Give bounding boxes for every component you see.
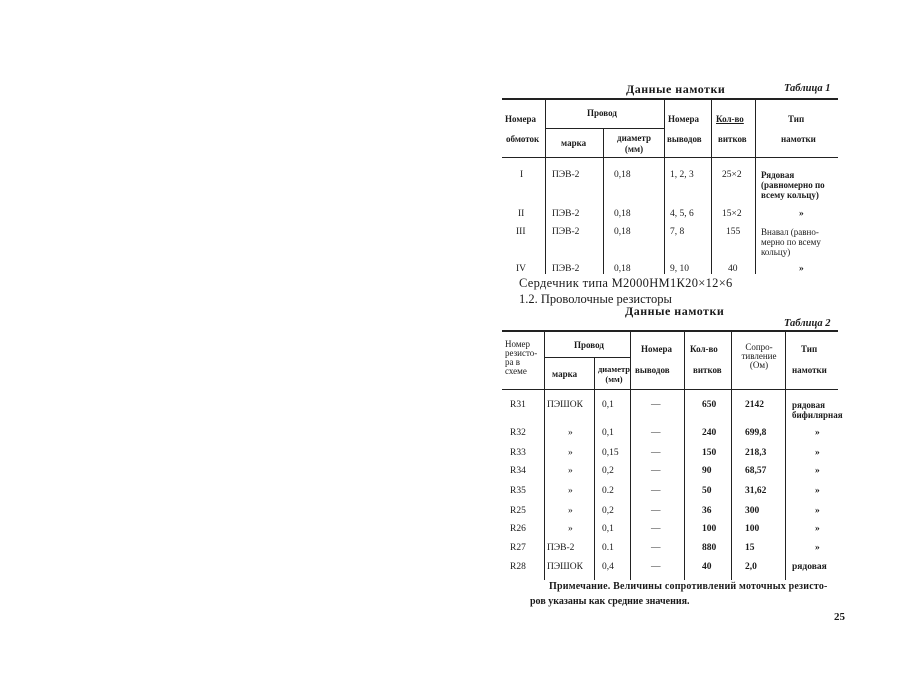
table2-header-type-1: Тип bbox=[801, 344, 818, 354]
table1-row-brand: ПЭВ-2 bbox=[552, 227, 580, 237]
table2-header-brand: марка bbox=[552, 369, 578, 379]
table1-header-leads-1: Номера bbox=[668, 114, 699, 124]
table2-cell-type: » bbox=[815, 448, 820, 458]
table2-cell-brand: » bbox=[568, 486, 573, 496]
table2-header-diameter: диаметр (мм) bbox=[597, 364, 631, 384]
table2-cell-resistance: 218,3 bbox=[745, 448, 767, 458]
table2-vrule bbox=[731, 330, 732, 580]
table2-caption: Данные намотки bbox=[625, 304, 725, 318]
table1-header-leads-2: выводов bbox=[667, 134, 702, 144]
table2-cell-resistance: 68,57 bbox=[745, 466, 767, 476]
table2-cell-turns: 100 bbox=[702, 524, 717, 534]
table2-cell-brand: » bbox=[568, 524, 573, 534]
table2-cell-ref: R33 bbox=[510, 448, 526, 458]
table1-row-winding: III bbox=[516, 227, 526, 237]
table1-row-type: » bbox=[799, 209, 804, 219]
table2-vrule bbox=[785, 330, 786, 580]
table2-cell-type: » bbox=[815, 524, 820, 534]
table2-header-leads-1: Номера bbox=[641, 344, 672, 354]
table2-cell-brand: » bbox=[568, 466, 573, 476]
table1-header-windings-2: обмоток bbox=[506, 134, 540, 144]
table2-cell-diameter: 0,1 bbox=[602, 524, 614, 534]
table1-row-brand: ПЭВ-2 bbox=[552, 170, 580, 180]
table2-cell-resistance: 15 bbox=[745, 543, 755, 553]
table1-vrule bbox=[603, 128, 604, 274]
table1-row-turns: 25×2 bbox=[722, 170, 742, 180]
table1-header-rule bbox=[502, 157, 838, 158]
table1-row-type: Внавал (равно- мерно по всему кольцу) bbox=[761, 227, 821, 257]
table2-header-wire: Провод bbox=[574, 340, 604, 350]
table2-cell-resistance: 31,62 bbox=[745, 486, 767, 496]
table2-cell-diameter: 0,2 bbox=[602, 466, 614, 476]
table2-cell-type: » bbox=[815, 506, 820, 516]
table2-cell-turns: 650 bbox=[702, 400, 717, 410]
table2-cell-turns: 90 bbox=[702, 466, 712, 476]
table2-cell-type: » bbox=[815, 543, 820, 553]
table1-row-brand: ПЭВ-2 bbox=[552, 209, 580, 219]
table1-header-brand: марка bbox=[561, 138, 587, 148]
table2-header-leads-2: выводов bbox=[635, 365, 670, 375]
table1-row-winding: I bbox=[520, 170, 524, 180]
table2-cell-type: рядовая bbox=[792, 562, 827, 572]
table2-cell-ref: R34 bbox=[510, 466, 526, 476]
table2-cell-turns: 50 bbox=[702, 486, 712, 496]
table2-cell-diameter: 0.1 bbox=[602, 543, 614, 553]
page-number: 25 bbox=[834, 611, 845, 623]
table2-header-rule bbox=[502, 389, 838, 390]
table1-top-rule bbox=[502, 98, 838, 100]
table2-cell-brand: ПЭВ-2 bbox=[547, 543, 575, 553]
table2-number: Таблица 2 bbox=[784, 318, 831, 329]
table2-cell-diameter: 0,15 bbox=[602, 448, 619, 458]
table2-cell-brand: » bbox=[568, 448, 573, 458]
table1-vrule bbox=[545, 98, 546, 274]
table2-cell-ref: R35 bbox=[510, 486, 526, 496]
table2-cell-ref: R32 bbox=[510, 428, 526, 438]
table2-header-type-2: намотки bbox=[792, 365, 827, 375]
table2-vrule bbox=[684, 330, 685, 580]
note-line-1: Примечание. Величины сопротивлений моточных резисто- bbox=[549, 581, 828, 592]
table2-subheader-rule bbox=[544, 357, 630, 358]
table1-row-type: Рядовая (равномерно по всему кольцу) bbox=[761, 170, 825, 200]
table2-cell-type: рядовая бифилярная bbox=[792, 400, 843, 420]
note-line-2: ров указаны как средние значения. bbox=[530, 596, 690, 607]
table1-row-diameter: 0,18 bbox=[614, 264, 631, 274]
table2-cell-turns: 880 bbox=[702, 543, 717, 553]
table2-cell-brand: » bbox=[568, 428, 573, 438]
table1-row-leads: 7, 8 bbox=[670, 227, 685, 237]
table2-cell-leads: — bbox=[651, 524, 661, 534]
table2-cell-turns: 36 bbox=[702, 506, 712, 516]
table2-cell-ref: R28 bbox=[510, 562, 526, 572]
table1-row-leads: 1, 2, 3 bbox=[670, 170, 694, 180]
table2-cell-ref: R25 bbox=[510, 506, 526, 516]
table2-cell-resistance: 2,0 bbox=[745, 562, 757, 572]
table1-vrule bbox=[711, 98, 712, 274]
table2-cell-type: » bbox=[815, 486, 820, 496]
table1-header-wire: Провод bbox=[587, 108, 617, 118]
table1-row-turns: 155 bbox=[726, 227, 741, 237]
table2-vrule bbox=[544, 330, 545, 580]
table2-cell-diameter: 0,4 bbox=[602, 562, 614, 572]
core-text: Сердечник типа М2000НМ1К20×12×6 bbox=[519, 276, 733, 290]
table1-row-winding: IV bbox=[516, 264, 527, 274]
table2-header-ref: Номер резисто- ра в схеме bbox=[505, 339, 538, 376]
table2-cell-brand: ПЭШОК bbox=[547, 400, 583, 410]
table2-cell-leads: — bbox=[651, 448, 661, 458]
table2-cell-resistance: 100 bbox=[745, 524, 760, 534]
table2-cell-resistance: 699,8 bbox=[745, 428, 767, 438]
table2-cell-leads: — bbox=[651, 543, 661, 553]
table1-row-diameter: 0,18 bbox=[614, 170, 631, 180]
table2-cell-leads: — bbox=[651, 506, 661, 516]
table2-cell-leads: — bbox=[651, 428, 661, 438]
table1-row-leads: 9, 10 bbox=[670, 264, 689, 274]
table2-cell-resistance: 300 bbox=[745, 506, 760, 516]
table2-cell-resistance: 2142 bbox=[745, 400, 764, 410]
table1-number: Таблица 1 bbox=[784, 83, 831, 94]
table1-header-type-2: намотки bbox=[781, 134, 816, 144]
table2-cell-type: » bbox=[815, 466, 820, 476]
table2-header-turns-1: Кол-во bbox=[690, 344, 718, 354]
table2-cell-brand: » bbox=[568, 506, 573, 516]
table1-row-brand: ПЭВ-2 bbox=[552, 264, 580, 274]
table1-row-turns: 40 bbox=[728, 264, 738, 274]
table2-cell-type: » bbox=[815, 428, 820, 438]
table2-cell-leads: — bbox=[651, 400, 661, 410]
table2-header-turns-2: витков bbox=[693, 365, 722, 375]
table2-top-rule bbox=[502, 330, 838, 332]
table2-cell-ref: R27 bbox=[510, 543, 526, 553]
table2-cell-ref: R26 bbox=[510, 524, 526, 534]
table2-cell-diameter: 0,1 bbox=[602, 400, 614, 410]
table2-cell-ref: R31 bbox=[510, 400, 526, 410]
table1-row-leads: 4, 5, 6 bbox=[670, 209, 694, 219]
table1-header-type-1: Тип bbox=[788, 114, 805, 124]
table1-subheader-rule bbox=[545, 128, 664, 129]
table1-vrule bbox=[755, 98, 756, 274]
table1-row-diameter: 0,18 bbox=[614, 227, 631, 237]
table1-caption: Данные намотки bbox=[626, 82, 726, 96]
section-title: 1.2. Проволочные резисторы bbox=[519, 292, 672, 306]
table1-header-windings-1: Номера bbox=[505, 114, 536, 124]
table1-header-turns-1: Кол-во bbox=[716, 114, 744, 124]
table2-header-resistance: Сопро- тивление (Ом) bbox=[741, 342, 777, 370]
table2-cell-turns: 40 bbox=[702, 562, 712, 572]
table2-cell-diameter: 0,1 bbox=[602, 428, 614, 438]
table2-cell-leads: — bbox=[651, 466, 661, 476]
table2-cell-diameter: 0.2 bbox=[602, 486, 614, 496]
table2-cell-brand: ПЭШОК bbox=[547, 562, 583, 572]
table2-vrule bbox=[594, 357, 595, 580]
table1-vrule bbox=[664, 98, 665, 274]
table2-cell-leads: — bbox=[651, 562, 661, 572]
table2-cell-turns: 150 bbox=[702, 448, 717, 458]
table1-row-type: » bbox=[799, 264, 804, 274]
table1-row-turns: 15×2 bbox=[722, 209, 742, 219]
table2-cell-turns: 240 bbox=[702, 428, 717, 438]
table1-row-winding: II bbox=[518, 209, 525, 219]
table2-cell-leads: — bbox=[651, 486, 661, 496]
table2-cell-diameter: 0,2 bbox=[602, 506, 614, 516]
table1-row-diameter: 0,18 bbox=[614, 209, 631, 219]
table1-row-clip bbox=[502, 262, 838, 274]
table1-header-diameter: диаметр (мм) bbox=[617, 133, 651, 154]
table1-header-turns-2: витков bbox=[718, 134, 747, 144]
